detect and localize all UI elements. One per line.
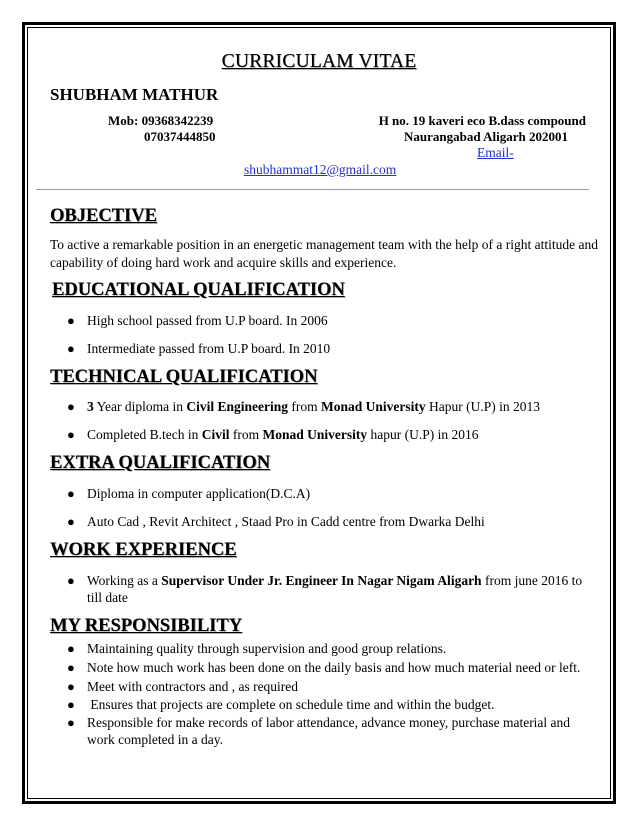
course-name: Civil Engineering — [186, 399, 289, 414]
job-title: Supervisor Under Jr. Engineer In Nagar Nigam Aligarh — [161, 573, 482, 588]
bullet-icon: ● — [67, 660, 75, 675]
technical-item-1 — [87, 398, 540, 415]
education-item: Intermediate passed from U.P board. In 2010 — [87, 341, 331, 356]
bullet-icon: ● — [67, 679, 75, 694]
document-title: CURRICULAM VITAE — [221, 51, 417, 72]
text-span: Completed B.tech in — [87, 427, 202, 442]
bullet-icon: ● — [67, 399, 75, 414]
header-divider — [36, 189, 589, 190]
mobile-number-2: 07037444850 — [144, 129, 216, 144]
bullet-icon: ● — [67, 697, 75, 712]
text-span: from — [229, 427, 263, 442]
education-item: High school passed from U.P board. In 2006 — [87, 313, 328, 328]
work-item — [87, 572, 592, 606]
objective-text: To active a remarkable position in an energetic management team with the help of a right attitude and capability of doing hard work and acquire skills and experience. — [50, 237, 598, 270]
university-name: Monad University — [262, 427, 368, 442]
responsibility-item: Maintaining quality through supervision and good group relations. — [87, 641, 447, 656]
technical-item-2 — [87, 426, 479, 443]
text-span: Year diploma in — [93, 399, 187, 414]
educational-heading: EDUCATIONAL QUALIFICATION — [52, 280, 345, 300]
objective-heading: OBJECTIVE — [50, 206, 157, 226]
bullet-icon: ● — [67, 573, 75, 588]
email-link[interactable]: shubhammat12@gmail.com — [244, 162, 397, 177]
address-line-2: Naurangabad Aligarh 202001 — [404, 129, 568, 144]
bullet-icon: ● — [67, 313, 75, 328]
text-span: Hapur (U.P) in 2013 — [425, 399, 541, 414]
bullet-icon: ● — [67, 427, 75, 442]
candidate-name: SHUBHAM MATHUR — [50, 85, 219, 104]
work-heading: WORK EXPERIENCE — [50, 540, 237, 560]
text-span: hapur (U.P) in 2016 — [367, 427, 479, 442]
text-span: Working as a — [87, 573, 162, 588]
address-line-1: H no. 19 kaveri eco B.dass compound — [378, 113, 586, 128]
bullet-icon: ● — [67, 715, 75, 730]
responsibility-item: Note how much work has been done on the daily basis and how much material need or left. — [87, 660, 581, 675]
mobile-number-1: Mob: 09368342239 — [108, 113, 214, 128]
diploma-years: 3 — [87, 399, 94, 414]
bullet-icon: ● — [67, 641, 75, 656]
technical-heading: TECHNICAL QUALIFICATION — [50, 367, 318, 387]
responsibility-item: Ensures that projects are complete on schedule time and within the budget. — [87, 697, 495, 712]
responsibility-heading: MY RESPONSIBILITY — [50, 616, 243, 636]
text-span: from — [288, 399, 322, 414]
university-name: Monad University — [321, 399, 426, 414]
extra-item: Auto Cad , Revit Architect , Staad Pro in Cadd centre from Dwarka Delhi — [87, 514, 485, 529]
responsibility-item: Meet with contractors and , as required — [87, 679, 299, 694]
email-label-link[interactable]: Email- — [477, 145, 514, 160]
extra-heading: EXTRA QUALIFICATION — [50, 453, 271, 473]
bullet-icon: ● — [67, 486, 75, 501]
course-name: Civil — [201, 427, 230, 442]
responsibility-item: Responsible for make records of labor attendance, advance money, purchase material and work completed in a day. — [87, 715, 571, 747]
bullet-icon: ● — [67, 341, 75, 356]
extra-item: Diploma in computer application(D.C.A) — [87, 486, 311, 501]
text-span: from june 2016 to till date — [87, 573, 583, 605]
bullet-icon: ● — [67, 514, 75, 529]
